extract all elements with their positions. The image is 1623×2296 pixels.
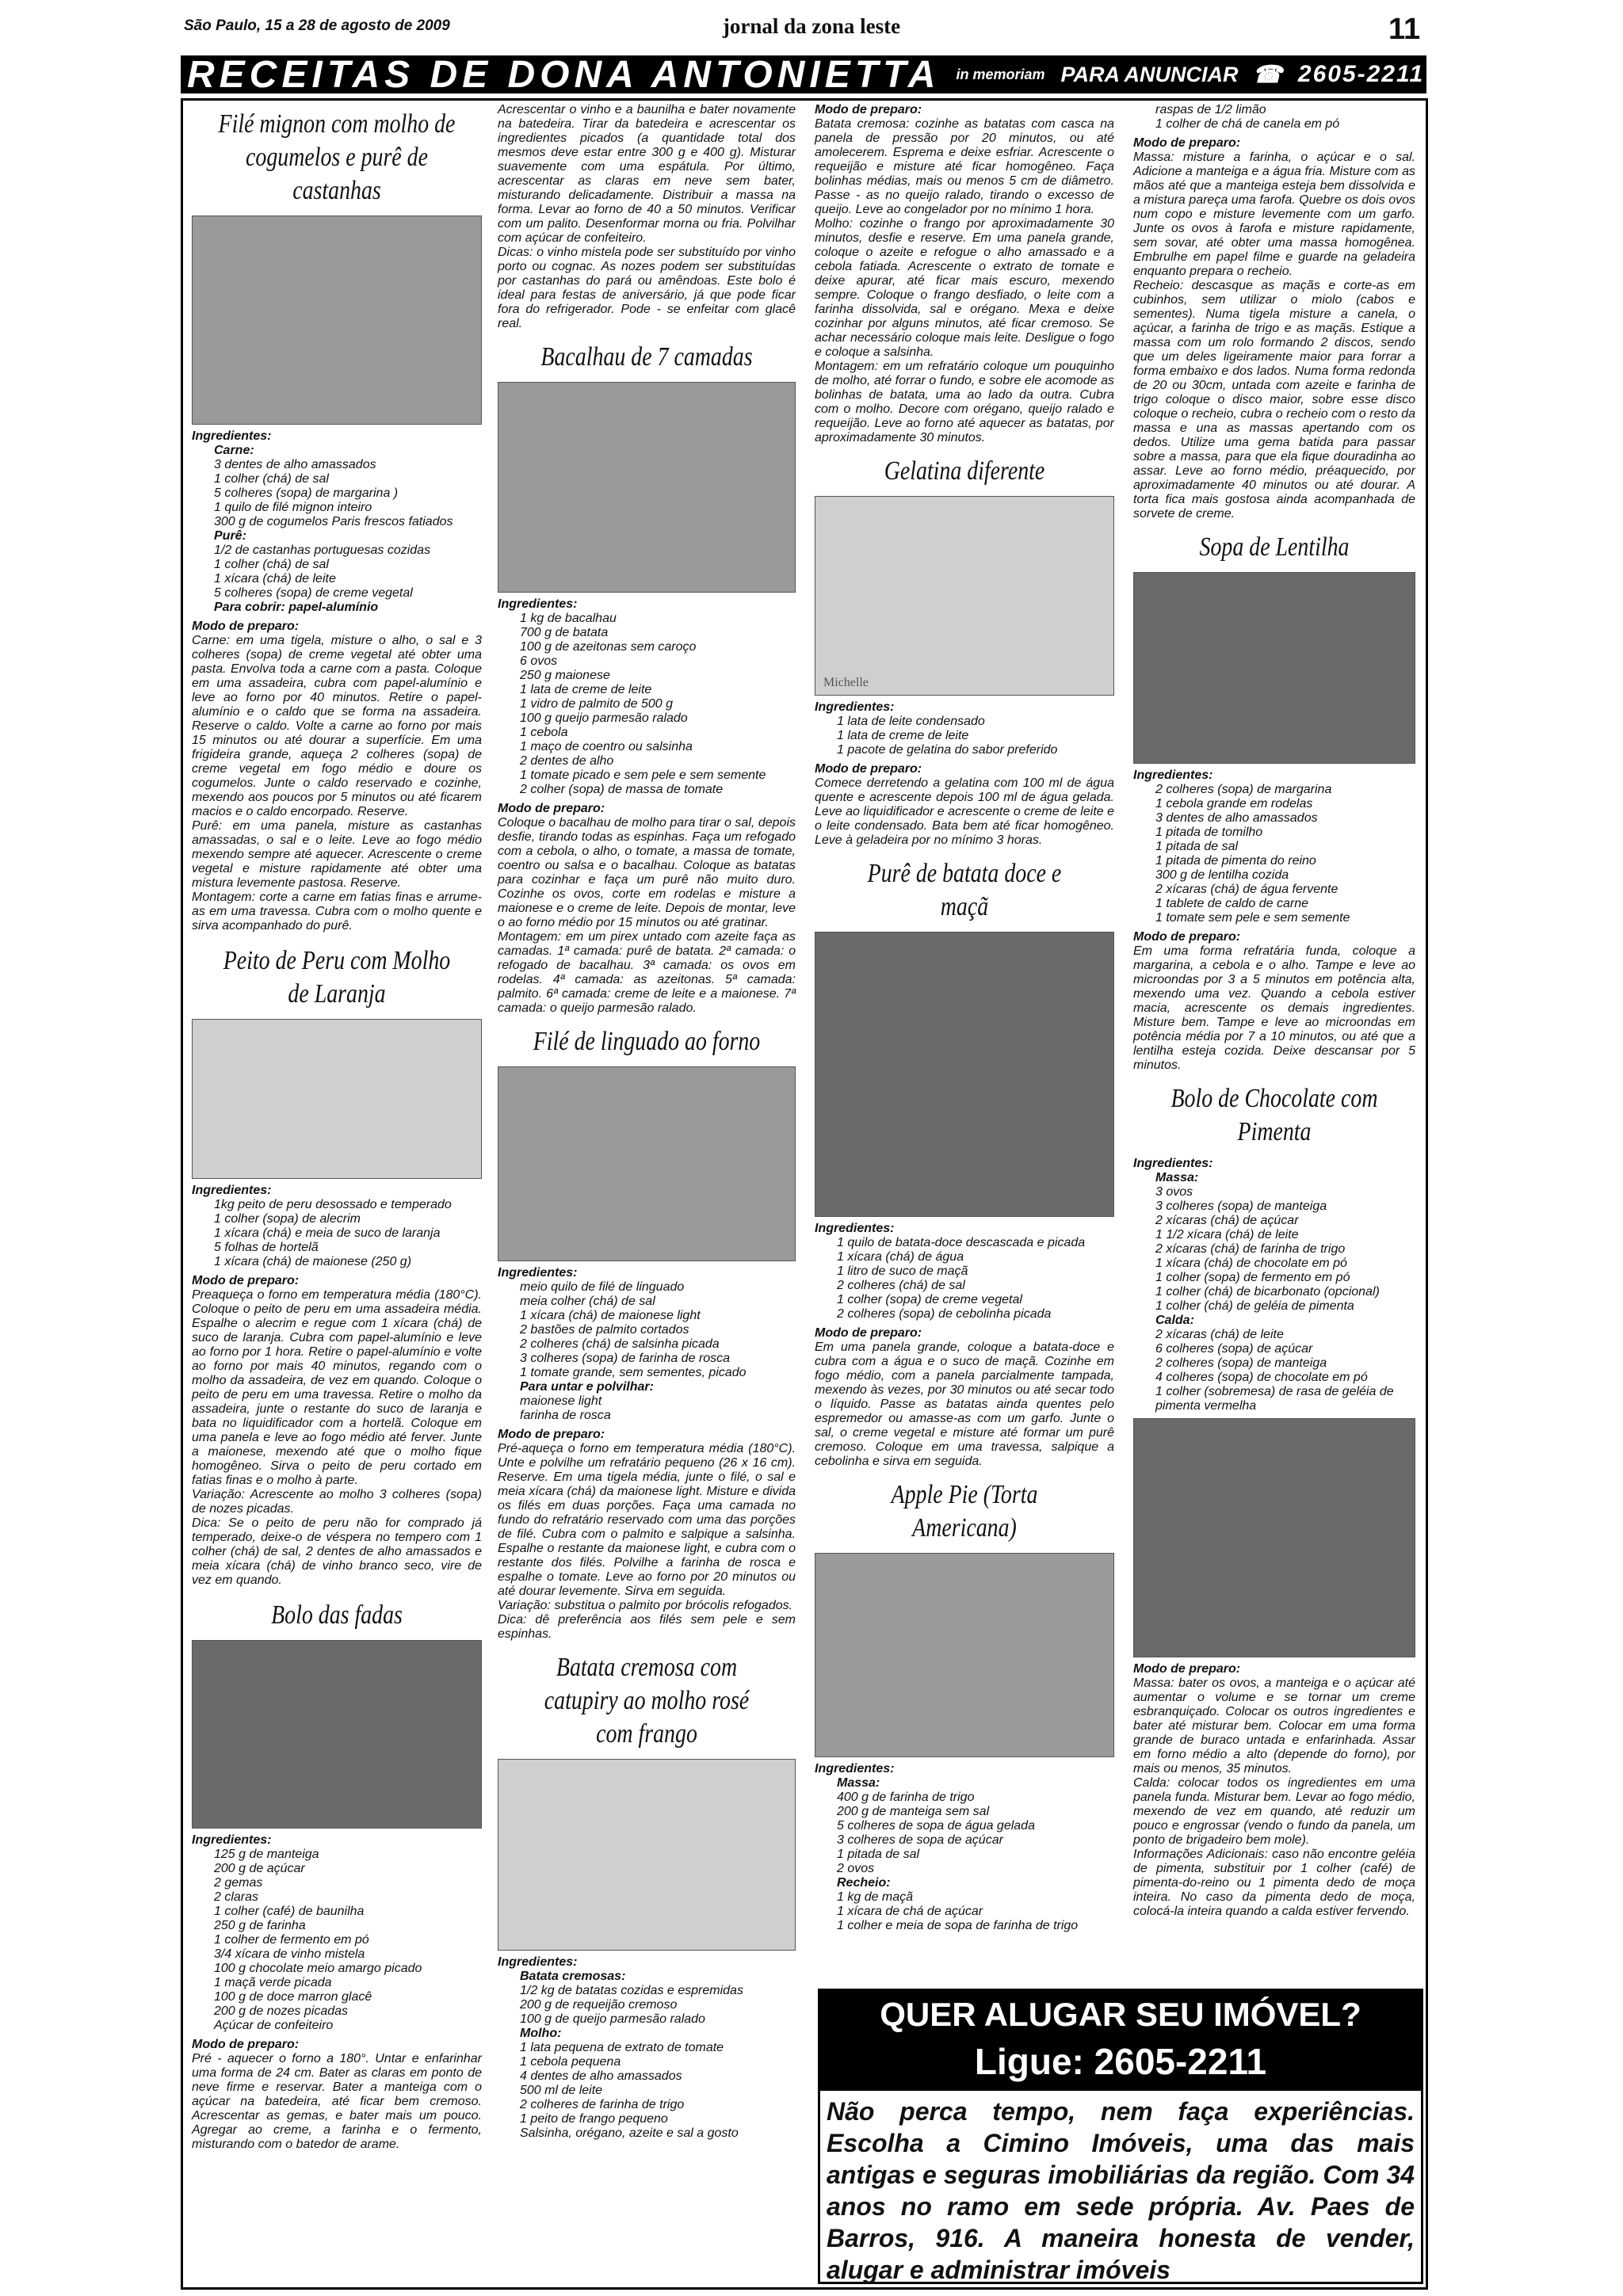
preparo-text: Massa: bater os ovos, a manteiga e o açúcar até aumentar o volume e se tornar um creme esbranquiçado. Colocar os outros ingredientes e bater até misturar bem. Colocar em uma forma grande de buraco untada e enfarinhada. Assar em forno médio a alto (depende do forno), por mais ou menos, 35 minutos. (1133, 1676, 1415, 1775)
column-1 (192, 103, 482, 2152)
list-item: 1 xícara (chá) de maionese (250 g) (214, 1255, 412, 1268)
list-item: 1 pacote de gelatina do sabor preferido (837, 743, 1058, 757)
preparo-label: Modo de preparo: (498, 1428, 605, 1441)
untar-label: Para untar e polvilhar: (520, 1380, 654, 1394)
list-item: 200 g de açúcar (214, 1862, 305, 1875)
list-item: 1 kg de maçã (837, 1890, 914, 1904)
list-item: 100 g de doce marron glacê (214, 1990, 372, 2004)
list-item: 100 g queijo parmesão ralado (520, 711, 688, 725)
recipe-title: Filé de linguado ao forno (533, 1027, 761, 1056)
recipe-title: Apple Pie (Torta Americana) (891, 1480, 1038, 1543)
preparo-text: Carne: em uma tigela, misture o alho, o sal e 3 colheres (sopa) de creme vegetal até obter uma pasta. Envolva toda a carne com a pasta. Coloque em uma assadeira, cubra com papel-alumínio e leve ao forno por 40 minutos. Retire o papel-alumínio e o caldo que se forma na assadeira. Reserve o caldo. Volte a carne ao forno por mais 15 minutos ou até dourar a superfície. Em uma frigideira grande, aqueça 2 colheres (sopa) de creme vegetal em fogo médio e doure os cogumelos. Junte o caldo reservado e cozinhe, mexendo aos poucos por 5 minutos ou até ficarem macios e o caldo encorpado. Reserve. (192, 634, 482, 818)
preparo-label: Modo de preparo: (1133, 1662, 1241, 1676)
list-item: 2 xícaras (chá) de leite (1155, 1328, 1284, 1341)
montagem-text: Montagem: em um pirex untado com azeite faça as camadas. 1ª camada: purê de batata. 2ª camada: o refogado de bacalhau. 3ª camada: os ovos em rodelas. 4ª camada: as azeitonas. 5ª camada: palmito. 6ª camada: creme de leite e a maionese. 7ª camada: o queijo parmesão ralado. (498, 930, 796, 1015)
pure-label: Purê: (214, 529, 246, 543)
recheio-label: Recheio: (837, 1876, 891, 1890)
ad-text: Não perca tempo, nem faça experiências. Escolha a Cimino Imóveis, uma das mais antigas e seguras imobiliárias da região. Com 34 anos no ramo em sede própria. Av. Paes de Barros, 916. A maneira honesta de vender, alugar e administrar imóveis (827, 2097, 1415, 2284)
list-item: 1 tomate picado e sem pele e sem semente (520, 769, 766, 782)
list-item: 1 kg de bacalhau (520, 612, 617, 625)
recipe-title: Gelatina diferente (884, 456, 1045, 486)
list-item: 1 xícara (chá) de água (837, 1250, 964, 1264)
list-item: 1 colher (sopa) de creme vegetal (837, 1293, 1022, 1306)
ingredients-label: Ingredientes: (498, 597, 578, 611)
list-item: 3 colheres de sopa de açúcar (837, 1833, 1003, 1847)
carne-label: Carne: (214, 444, 254, 457)
preparo-label: Modo de preparo: (498, 802, 605, 815)
calda-label: Calda: (1155, 1314, 1194, 1327)
list-item: meio quilo de filé de linguado (520, 1280, 685, 1294)
ingredients-list (192, 1848, 482, 2033)
list-item: 3 colheres (sopa) de farinha de rosca (520, 1352, 731, 1365)
list-item: farinha de rosca (520, 1409, 611, 1422)
page-number: 11 (1388, 13, 1421, 46)
preparo-text: Montagem: em um refratário coloque um pouquinho de molho, até forrar o fundo, e sobre ele acomode as bolinhas de batata, uma ao lado da outra. Cubra com o molho. Decore com orégano, queijo ralado e requeijão. Leve ao forno até aquecer as batatas, por aproximadamente 30 minutos. (815, 360, 1114, 444)
list-item: 1 lata de creme de leite (837, 729, 969, 742)
list-item: 1 colher (chá) de sal (214, 472, 329, 486)
column-2 (498, 103, 796, 2141)
list-item: 3 dentes de alho amassados (214, 458, 376, 471)
list-item: 3 colheres (sopa) de manteiga (1155, 1199, 1327, 1213)
list-item: 1 colher (sopa) de fermento em pó (1155, 1271, 1350, 1284)
list-item: 1 cebola (520, 726, 568, 739)
preparo-text: Massa: misture a farinha, o açúcar e o sal. Adicione a manteiga e a água fria. Misture com as mãos até que a manteiga esteja bem dissolvida e a mistura pareça uma farofa. Quebre os dois ovos num copo e misture levemente com um garfo. Junte os ovos à farofa e misture rapidamente, sem sovar, até obter uma massa homogênea. Embrulhe em papel filme e guarde na geladeira enquanto prepara o recheio. (1133, 151, 1415, 278)
list-item: 6 colheres (sopa) de açúcar (1155, 1342, 1313, 1356)
bacalhau-photo (498, 382, 796, 593)
list-item: Açúcar de confeiteiro (214, 2019, 334, 2032)
preparo-text: Batata cremosa: cozinhe as batatas com casca na panela de pressão por 20 minutos, ou até amolecerem. Esprema e deixe esfriar. Acrescente o requeijão e misture até ficar homogêneo. Faça bolinhas médias, mais ou menos 5 cm de diâmetro. Passe - as no queijo ralado, tirando o excesso de queijo. Leve ao congelador por no mínimo 1 hora. (815, 117, 1114, 216)
list-item: 3/4 xícara de vinho mistela (214, 1947, 365, 1961)
list-item: 1 colher (café) de baunilha (214, 1905, 365, 1918)
apple-pie-photo (815, 1553, 1114, 1757)
list-item: 5 colheres de sopa de água gelada (837, 1819, 1035, 1833)
list-item: 1/2 de castanhas portuguesas cozidas (214, 543, 431, 557)
list-item: 2 xícaras (chá) de açúcar (1155, 1214, 1299, 1227)
ingredients-label: Ingredientes: (815, 700, 895, 714)
variacao-text: Variação: Acrescente ao molho 3 colheres (sopa) de nozes picadas. (192, 1488, 482, 1516)
ingredients-list (498, 1280, 796, 1380)
list-item: 1 lata de leite condensado (837, 715, 985, 728)
info-text: Informações Adicionais: caso não encontre geléia de pimenta, substituir por 1 colher (café) de pimenta-do-reino ou 1 pimenta dedo de moça inteira. No caso da pimenta dedo de moça, colocá-la inteira quando a calda estiver fervendo. (1133, 1848, 1415, 1918)
peito-peru-photo (192, 1019, 482, 1179)
dica-text: Dica: dê preferência aos filés sem pele e sem espinhas. (498, 1613, 796, 1641)
list-item: 2 gemas (214, 1876, 263, 1890)
list-item: 6 ovos (520, 654, 558, 668)
list-item: 2 xícaras (chá) de farinha de trigo (1155, 1242, 1346, 1256)
list-item: 1 colher (chá) de geléia de pimenta (1155, 1299, 1354, 1313)
gelatina-photo (815, 496, 1114, 696)
preparo-label: Modo de preparo: (192, 620, 300, 633)
ingredients-label: Ingredientes: (192, 429, 272, 443)
list-item: 250 g de farinha (214, 1919, 306, 1932)
list-item: 1 tomate grande, sem sementes, picado (520, 1366, 747, 1379)
carne-list (192, 458, 482, 529)
preparo-text: Acrescentar o vinho e a baunilha e bater novamente na batedeira. Tirar da batedeira e acrescentar os ingredientes picados (a quantidade total dos mesmos deve estar entre 300 g e 400 g). Misturar suavemente com uma espátula. Por último, acrescentar as claras em neve sem bater, misturando delicadamente. Distribuir a massa na forma. Levar ao forno de 40 a 50 minutos. Verificar com um palito. Desenformar morna ou fria. Polvilhar com açúcar de confeiteiro. (498, 103, 796, 245)
section-banner (181, 55, 1426, 93)
list-item: 1 xícara (chá) e meia de suco de laranja (214, 1226, 441, 1240)
preparo-text: Em uma forma refratária funda, coloque a margarina, a cebola e o alho. Tampe e leve ao microondas por 3 a 5 minutos em potência alta, mexendo uma vez. Quando a cebola estiver macia, acrescente os demais ingredientes. Misture bem. Tampe e leve ao microondas em potência média por 7 a 10 minutos, ou até que a lentilha esteja cozida. Deixe descansar por 5 minutos. (1133, 944, 1415, 1072)
list-item: 250 g maionese (520, 669, 610, 682)
massa-label: Massa: (837, 1776, 880, 1790)
list-item: 200 g de requeijão cremoso (520, 1998, 678, 2012)
photo-caption: Michelle (823, 676, 869, 689)
preparo-text: Coloque o bacalhau de molho para tirar o sal, depois desfie, tirando todas as espinhas. Faça um refogado com a cebola, o alho, o tomate, a massa de tomate, coentro ou salsa e o bacalhau. Coloque as batatas para cozinhar e faça um purê não muito duro. Cozinhe os ovos, corte em rodelas e misture a maionese e o creme de leite. Depois de montar, leve o ao forno médio por 15 minutos ou até gratinar. (498, 816, 796, 929)
list-item: 1 pitada de sal (837, 1848, 920, 1861)
list-item: 1kg peito de peru desossado e temperado (214, 1198, 452, 1211)
list-item: 1 pitada de pimenta do reino (1155, 854, 1316, 868)
list-item: 1 colher (sopa) de alecrim (214, 1212, 361, 1226)
list-item: 5 folhas de hortelã (214, 1241, 319, 1254)
ingredients-label: Ingredientes: (1133, 1157, 1213, 1170)
list-item: 2 colheres (chá) de salsinha picada (520, 1337, 720, 1351)
date-line: São Paulo, 15 a 28 de agosto de 2009 (184, 17, 450, 34)
ingredients-list (498, 612, 796, 797)
list-item: meia colher (chá) de sal (520, 1295, 655, 1308)
preparo-label: Modo de preparo: (192, 2038, 300, 2051)
list-item: 1 tablete de caldo de carne (1155, 897, 1309, 910)
list-item: 1 xícara (chá) de maionese light (520, 1309, 701, 1322)
list-item: 700 g de batata (520, 626, 609, 639)
recipe-title: Peito de Peru com Molho de Laranja (223, 946, 451, 1009)
cobrir-label: Para cobrir: papel-alumínio (214, 601, 379, 614)
preparo-label: Modo de preparo: (815, 103, 922, 116)
list-item: maionese light (520, 1394, 602, 1408)
list-item: 1 lata pequena de extrato de tomate (520, 2041, 724, 2054)
column-4 (1133, 103, 1415, 1919)
list-item: 1 colher (chá) de bicarbonato (opcional) (1155, 1285, 1380, 1299)
recipe-title: Bacalhau de 7 camadas (540, 342, 753, 372)
linguado-photo (498, 1066, 796, 1261)
recipe-title: Sopa de Lentilha (1199, 532, 1350, 562)
list-item: 1 pitada de tomilho (1155, 826, 1263, 839)
recipe-title: Purê de batata doce e maçã (867, 859, 1062, 921)
list-item: 2 colheres (sopa) de cebolinha picada (837, 1307, 1052, 1321)
list-item: 4 dentes de alho amassados (520, 2069, 682, 2083)
preparo-text: Pré-aqueça o forno em temperatura média (180°C). Unte e polvilhe um refratário pequeno (26 x 16 cm). Reserve. Em uma tigela média, junte o filé, o sal e meia xícara (chá) da maionese light. Misture e divida os filés em duas porções. Faça uma camada no fundo do refratário reservado com uma das porções de filé. Cubra com o palmito e salpique a salsinha. Espalhe o restante da maionese light, e cubra com o restante dos filés. Polvilhe a farinha de rosca e espalhe o tomate. Leve ao forno por 20 minutos ou até dourar levemente. Sirva em seguida. (498, 1442, 796, 1598)
advertise-label: PARA ANUNCIAR (1060, 62, 1239, 86)
list-item: 5 colheres (sopa) de margarina ) (214, 486, 399, 500)
preparo-label: Modo de preparo: (192, 1274, 300, 1287)
list-item: 125 g de manteiga (214, 1848, 319, 1861)
recipe-title: Filé mignon com molho de cogumelos e purê de castanhas (218, 109, 456, 205)
list-item: 2 colheres (sopa) de manteiga (1155, 1356, 1327, 1370)
ad-call: Ligue: 2605-2211 (820, 2040, 1421, 2091)
list-item: 1 maçã verde picada (214, 1976, 332, 1989)
list-item: 1/2 kg de batatas cozidas e espremidas (520, 1984, 743, 1997)
list-item: 1 xícara (chá) de leite (214, 572, 336, 585)
list-item: 1 litro de suco de maçã (837, 1264, 968, 1278)
preparo-text: Em uma panela grande, coloque a batata-doce e cubra com a água e o suco de maçã. Cozinhe em fogo médio, com a panela parcialmente tampada, mexendo às vezes, por 30 minutos ou até secar todo o líquido. Passe as batatas ainda quentes pelo espremedor ou amasse-as com um garfo. Junte o sal, o creme vegetal e misture até formar um purê cremoso. Coloque em uma travessa, salpique a cebolinha e sirva em seguida. (815, 1341, 1114, 1468)
list-item: 1 lata de creme de leite (520, 683, 652, 696)
ingredients-label: Ingredientes: (192, 1833, 272, 1847)
list-item: 2 colheres (chá) de sal (837, 1279, 965, 1292)
preparo-text: Preaqueça o forno em temperatura média (180°C). Coloque o peito de peru em uma assadeira média. Espalhe o alecrim e regue com 1 xícara (chá) de suco de laranja. Cubra com papel-alumínio e leve ao forno por 1 hora. Retire o papel-alumínio e volte ao forno por mais 40 minutos, regando com o molho da assadeira, de vez em quando. Coloque o peito de peru em uma travessa. Retire o molho da assadeira, junte o restante do suco de laranja e bata no liquidificador com a hortelã. Coloque em uma panela e leve ao fogo médio até ferver. Junte a maionese, mexendo até que o molho fique homogêneo. Sirva o peito de peru cortado em fatias finas e o molho à parte. (192, 1288, 482, 1487)
list-item: 2 bastões de palmito cortados (520, 1323, 689, 1337)
preparo-label: Modo de preparo: (815, 1326, 922, 1340)
dicas-text: Dicas: o vinho mistela pode ser substituído por vinho porto ou cognac. As nozes podem ser substituídas por castanhas do pará ou amêndoas. Este bolo é ideal para festas de aniversário, já que pode ficar fora do refrigerador. Pode - se enfeitar com glacê real. (498, 246, 796, 330)
preparo-text: Purê: em uma panela, misture as castanhas amassadas, o sal e o leite. Leve ao fogo médio mexendo sempre até aquecer. Acrescente o creme vegetal e misture rapidamente até obter uma mistura levemente pastosa. Reserve. (192, 819, 482, 890)
list-item: 500 ml de leite (520, 2084, 603, 2097)
preparo-label: Modo de preparo: (1133, 930, 1241, 944)
list-item: 1 quilo de filé mignon inteiro (214, 501, 372, 514)
list-item: 1 cebola grande em rodelas (1155, 797, 1313, 810)
list-item: 200 g de nozes picadas (214, 2004, 349, 2018)
ingredients-label: Ingredientes: (498, 1955, 578, 1969)
molho-label: Molho: (520, 2027, 562, 2040)
ingredients-label: Ingredientes: (192, 1184, 272, 1197)
list-item: 1 cebola pequena (520, 2055, 621, 2069)
dica-text: Dica: Se o peito de peru não for comprado já temperado, deixe-o de véspera no tempero com 1 colher (chá) de sal, 2 dentes de alho amassados e meia xícara (chá) de vinho branco seco, vire de vez em quando. (192, 1516, 482, 1587)
recipe-title: Bolo de Chocolate com Pimenta (1170, 1084, 1378, 1146)
pure-batata-doce-photo (815, 932, 1114, 1217)
pure-list (192, 543, 482, 601)
list-item: 1 maço de coentro ou salsinha (520, 740, 693, 753)
ingredients-label: Ingredientes: (815, 1762, 895, 1775)
preparo-text: Molho: cozinhe o frango por aproximadamente 30 minutos, desfie e reserve. Em uma panela grande, coloque o azeite e refogue o alho amassado e a cebola fatiada. Acrescente o extrato de tomate e deixe apurar, até ficar mais escuro, mexendo sempre. Coloque o frango desfiado, o leite com a farinha dissolvida, sal e orégano. Mexa e deixe cozinhar por alguns minutos, até ficar cremoso. Se achar necessário coloque mais leite. Desligue o fogo e coloque a salsinha. (815, 217, 1114, 359)
list-item: 2 colheres de farinha de trigo (520, 2098, 685, 2111)
list-item: raspas de 1/2 limão (1155, 103, 1266, 116)
real-estate-ad (818, 1989, 1423, 2284)
section-title: RECEITAS DE DONA ANTONIETTA (187, 55, 941, 93)
preparo-text: Comece derretendo a gelatina com 100 ml de água quente e acrescente depois 100 ml de água gelada. Leve ao liquidificador e acrescente o creme de leite e o leite condensado. Bata bem até ficar homogêneo. Leve à geladeira por no mínimo 3 horas. (815, 776, 1114, 847)
column-3 (815, 103, 1114, 1933)
preparo-text: Montagem: corte a carne em fatias finas e arrume-as em uma travessa. Cubra com o molho quente e sirva acompanhado do purê. (192, 891, 482, 933)
recipe-title: Bolo das fadas (271, 1600, 403, 1630)
list-item: 400 g de farinha de trigo (837, 1791, 975, 1804)
batatas-label: Batata cremosas: (520, 1970, 626, 1983)
list-item: 2 colher (sopa) de massa de tomate (520, 783, 724, 796)
variacao-text: Variação: substitua o palmito por brócolis refogados. (498, 1599, 793, 1612)
list-item: 2 xícaras (chá) de água fervente (1155, 883, 1338, 896)
preparo-label: Modo de preparo: (815, 762, 922, 776)
newspaper-name: jornal da zona leste (722, 14, 901, 38)
list-item: 4 colheres (sopa) de chocolate em pó (1155, 1371, 1368, 1384)
bolo-chocolate-photo (1133, 1418, 1415, 1657)
bolo-fadas-photo (192, 1640, 482, 1829)
massa-label: Massa: (1155, 1171, 1199, 1184)
list-item: 1 vidro de palmito de 500 g (520, 697, 674, 711)
ingredients-label: Ingredientes: (1133, 769, 1213, 782)
list-item: 1 colher de chá de canela em pó (1155, 117, 1340, 131)
phone-icon: ☎ (1252, 61, 1284, 88)
ingredients-list (192, 1198, 482, 1269)
list-item: 300 g de lentilha cozida (1155, 868, 1289, 882)
list-item: 5 colheres (sopa) de creme vegetal (214, 586, 413, 600)
list-item: 2 dentes de alho (520, 754, 614, 768)
list-item: 1 peito de frango pequeno (520, 2112, 668, 2126)
list-item: 1 colher de fermento em pó (214, 1933, 369, 1947)
list-item: 100 g de queijo parmesão ralado (520, 2012, 705, 2026)
list-item: 2 ovos (837, 1862, 875, 1875)
list-item: 3 ovos (1155, 1185, 1193, 1199)
list-item: 1 pitada de sal (1155, 840, 1239, 853)
list-item: 100 g de azeitonas sem caroço (520, 640, 697, 654)
list-item: 1 quilo de batata-doce descascada e picada (837, 1236, 1086, 1249)
preparo-text: Calda: colocar todos os ingredientes em uma panela funda. Misturar bem. Levar ao fogo médio, mexendo de vez em quando, até reduzir um pouco e engrossar (vendo o fundo da panela, um ponto de brigadeiro bem mole). (1133, 1776, 1415, 1847)
sopa-lentilha-photo (1133, 572, 1415, 764)
list-item: 200 g de manteiga sem sal (837, 1805, 990, 1818)
ingredients-label: Ingredientes: (498, 1266, 578, 1280)
list-item: 1 tomate sem pele e sem semente (1155, 911, 1350, 925)
file-mignon-photo (192, 215, 482, 425)
list-item: 2 colheres (sopa) de margarina (1155, 783, 1332, 796)
list-item: Salsinha, orégano, azeite e sal a gosto (520, 2126, 739, 2140)
memoriam-label: in memoriam (956, 66, 1045, 82)
list-item: 1 xícara de chá de açúcar (837, 1905, 983, 1918)
batata-cremosa-photo (498, 1759, 796, 1951)
list-item: 1 colher e meia de sopa de farinha de trigo (837, 1919, 1079, 1932)
list-item: 1 colher (sobremesa) de rasa de geléia de pimenta vermelha (1155, 1385, 1394, 1413)
list-item: 1 colher (chá) de sal (214, 558, 329, 571)
preparo-label: Modo de preparo: (1133, 136, 1241, 150)
list-item: 2 claras (214, 1890, 259, 1904)
list-item: 1 1/2 xícara (chá) de leite (1155, 1228, 1299, 1241)
list-item: 1 xícara (chá) de chocolate em pó (1155, 1257, 1347, 1270)
advertise-phone: 2605-2211 (1297, 61, 1425, 87)
recipe-title: Batata cremosa com catupiry ao molho rosé com frango (544, 1653, 750, 1749)
list-item: 3 dentes de alho amassados (1155, 811, 1318, 825)
list-item: 300 g de cogumelos Paris frescos fatiados (214, 515, 453, 528)
ingredients-label: Ingredientes: (815, 1222, 895, 1235)
preparo-text: Pré - aquecer o forno a 180°. Untar e enfarinhar uma forma de 24 cm. Bater as claras em ponto de neve firme e reservar. Bater a manteiga com o açúcar na batedeira, até ficar bem cremoso. Acrescentar as gemas, e bater mais um pouco. Agregar ao creme, a farinha e o fermento, misturando com o batedor de arame. (192, 2052, 482, 2151)
list-item: 100 g chocolate meio amargo picado (214, 1962, 422, 1975)
ad-headline: QUER ALUGAR SEU IMÓVEL? (820, 1991, 1421, 2040)
preparo-text: Recheio: descasque as maçãs e corte-as em cubinhos, sem utilizar o miolo (cabos e sementes). Numa tigela misture a canela, o açúcar, a farinha de trigo e as maçãs. Estique a massa com um rolo formando 2 discos, sendo que um deles ligeiramente maior para forrar a forma embaixo e dos lados. Numa forma redonda de 20 ou 30cm, untada com azeite e farinha de trigo coloque o disco maior, sobre esse disco coloque o recheio, cubra o recheio com o resto da massa e una as massas apertando com os dedos. Utilize uma gema batida para passar sobre a massa, para que ela fique douradinha ao assar. Leve ao forno médio, préaquecido, por aproximadamente 40 minutos ou até dourar. A torta fica mais gostosa ainda acompanhada de sorvete de creme. (1133, 279, 1415, 521)
